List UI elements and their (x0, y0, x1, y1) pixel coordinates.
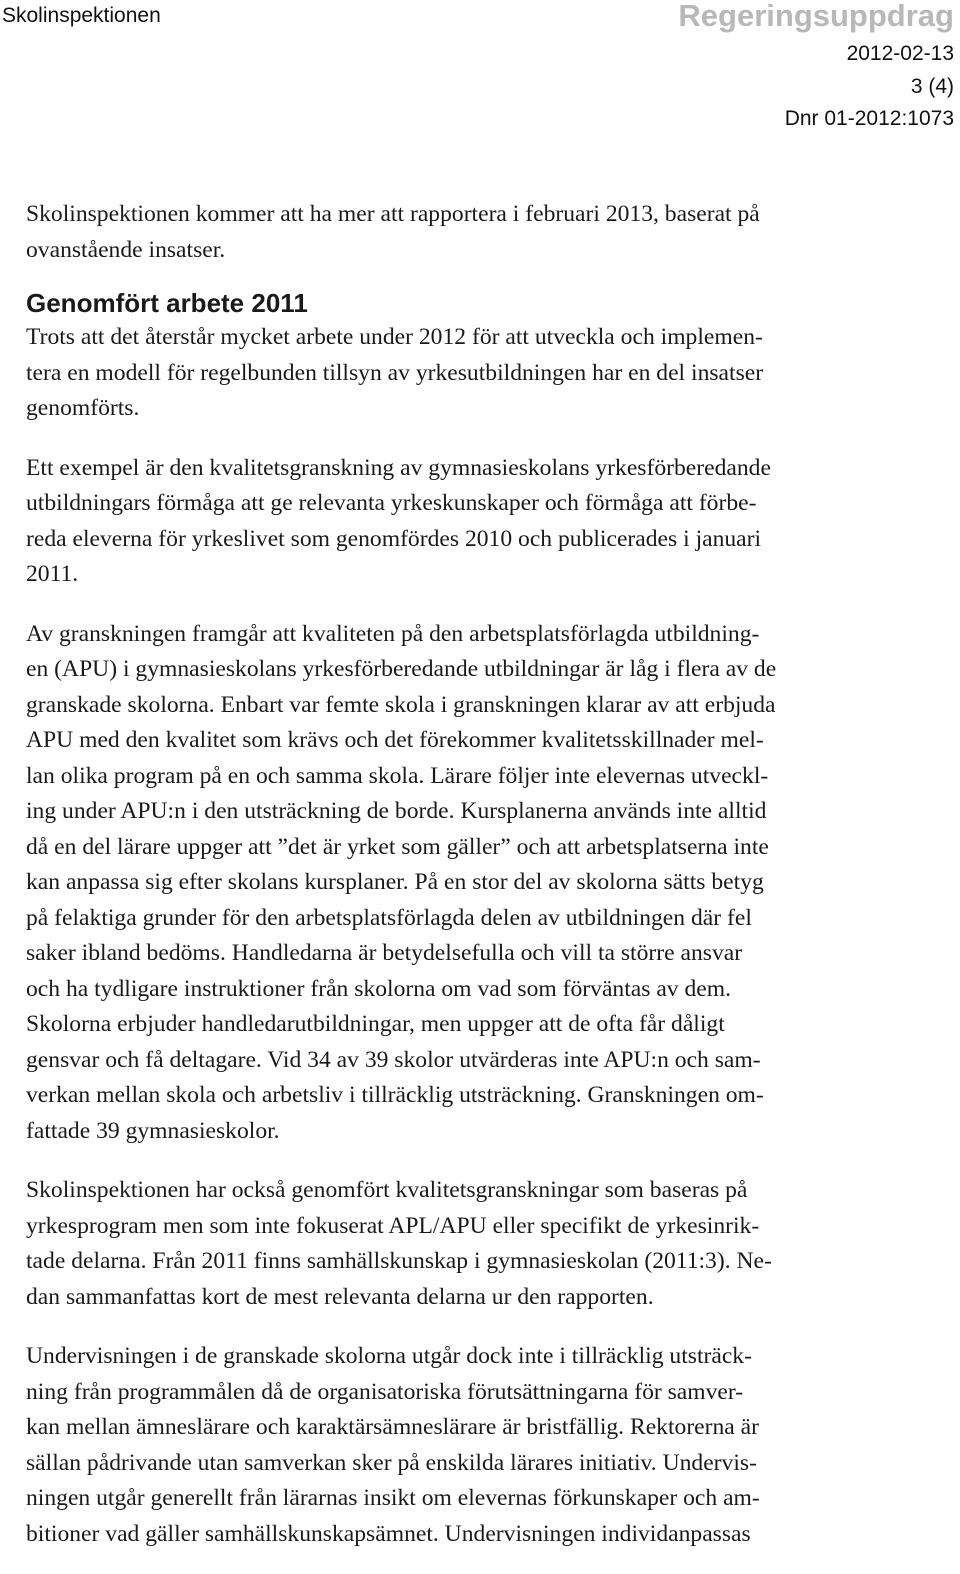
text-line: Av granskningen framgår att kvaliteten på den arbetsplatsförlagda utbildning- (26, 620, 760, 647)
paragraph-3 (26, 617, 954, 1150)
text-line: lan olika program på en och samma skola. Lärare följer inte elevernas utveckl- (26, 762, 769, 789)
paragraph-4 (26, 1173, 954, 1315)
text-line: APU med den kvalitet som krävs och det förekommer kvalitetsskillnader mel- (26, 727, 764, 753)
text-line: då en del lärare uppger att ”det är yrket som gäller” och att arbetsplatserna inte (26, 833, 769, 860)
text-line: kan anpassa sig efter skolans kursplaner. På en stor del av skolorna sätts betyg (26, 869, 764, 895)
text-line: Trots att det återstår mycket arbete under 2012 för att utveckla och implemen- (26, 324, 763, 350)
text-line: ovanstående insatser. (26, 236, 226, 263)
text-line: genomförts. (26, 395, 140, 421)
text-line: reda eleverna för yrkeslivet som genomfördes 2010 och publicerades i januari (26, 525, 762, 552)
paragraph-5 (26, 1339, 954, 1552)
text-line: sällan pådrivande utan samverkan sker på enskilda lärares initiativ. Undervis- (26, 1449, 757, 1476)
text-line: Skolinspektionen har också genomfört kvalitetsgranskningar som baseras på (26, 1177, 748, 1203)
page-number: 3 (4) (910, 75, 954, 98)
text-line: Ett exempel är den kvalitetsgranskning av gymnasieskolans yrkesförberedande (26, 454, 771, 481)
text-line: tade delarna. Från 2011 finns samhällskunskap i gymnasieskolan (2011:3). Ne- (26, 1248, 772, 1274)
text-line: dan sammanfattas kort de mest relevanta delarna ur den rapporten. (26, 1283, 654, 1310)
intro-paragraph (26, 197, 954, 268)
registration-number: Dnr 01-2012:1073 (784, 107, 954, 130)
text-line: på felaktiga grunder för den arbetsplatsförlagda delen av utbildningen där fel (26, 904, 752, 931)
document-type: Regeringsuppdrag (678, 0, 954, 33)
text-line: gensvar och få deltagare. Vid 34 av 39 skolor utvärderas inte APU:n och sam- (26, 1046, 761, 1073)
text-line: 2011. (26, 561, 79, 587)
text-line: Skolinspektionen kommer att ha mer att rapportera i februari 2013, baserat på (26, 201, 760, 227)
text-line: Undervisningen i de granskade skolorna utgår dock inte i tillräcklig utsträck- (26, 1343, 752, 1369)
text-line: yrkesprogram men som inte fokuserat APL/APU eller specifikt de yrkesinrik- (26, 1212, 760, 1239)
text-line: en (APU) i gymnasieskolans yrkesförberedande utbildningar är låg i flera av de (26, 656, 777, 682)
text-line: fattade 39 gymnasieskolor. (26, 1117, 280, 1144)
section-heading: Genomfört arbete 2011 (26, 288, 308, 318)
text-line: bitioner vad gäller samhällskunskapsämnet. Undervisningen individanpassas (26, 1520, 751, 1547)
paragraph-1 (26, 320, 954, 427)
document-date: 2012-02-13 (846, 42, 954, 65)
text-line: ing under APU:n i den utsträckning de borde. Kursplanerna används inte alltid (26, 798, 767, 824)
document-body (26, 197, 954, 1552)
text-line: granskade skolorna. Enbart var femte skola i granskningen klarar av att erbjuda (26, 691, 776, 718)
text-line: ning från programmålen då de organisatoriska förutsättningarna för samver- (26, 1378, 744, 1405)
text-line: saker ibland bedöms. Handledarna är betydelsefulla och vill ta större ansvar (26, 940, 743, 966)
text-line: ningen utgår generellt från lärarnas insikt om elevernas förkunskaper och am- (26, 1485, 760, 1511)
text-line: Skolorna erbjuder handledarutbildningar, men uppger att de ofta får dåligt (26, 1011, 725, 1037)
text-line: utbildningars förmåga att ge relevanta yrkeskunskaper och förmåga att förbe- (26, 490, 757, 516)
paragraph-2 (26, 451, 954, 593)
text-line: tera en modell för regelbunden tillsyn av yrkesutbildningen har en del insatser (26, 359, 764, 386)
text-line: kan mellan ämneslärare och karaktärsämneslärare är bristfällig. Rektorerna är (26, 1414, 760, 1440)
organization-name: Skolinspektionen (2, 4, 161, 27)
text-line: verkan mellan skola och arbetsliv i tillräcklig utsträckning. Granskningen om- (26, 1082, 764, 1108)
text-line: och ha tydligare instruktioner från skolorna om vad som förväntas av dem. (26, 975, 732, 1002)
